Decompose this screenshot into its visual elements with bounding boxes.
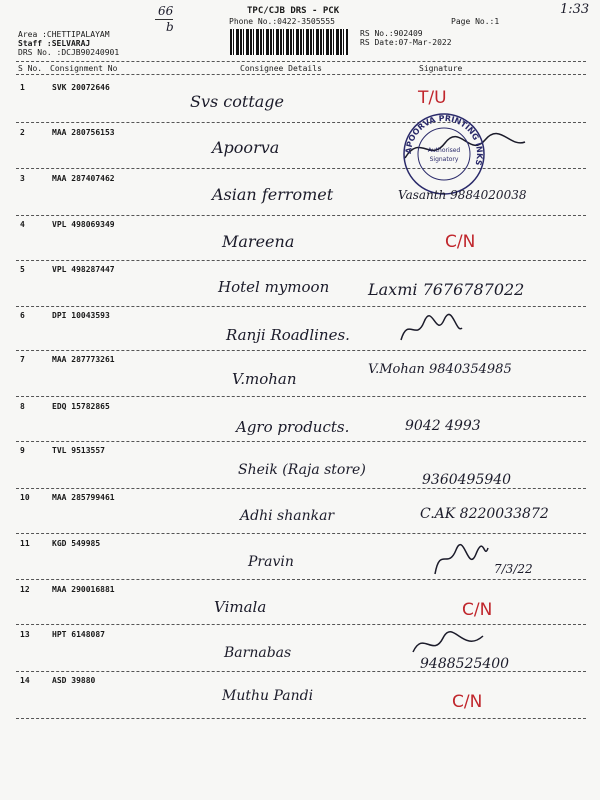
- row-divider: [16, 168, 586, 169]
- row-sno: 3: [20, 174, 25, 183]
- row-consignment-no: EDQ 15782865: [52, 402, 110, 411]
- row-signature: C/N: [452, 692, 483, 712]
- row-consignee: Vimala: [214, 598, 267, 616]
- barcode: [230, 29, 348, 55]
- row-consignee: Asian ferromet: [212, 185, 334, 204]
- row-consignment-no: DPI 10043593: [52, 311, 110, 320]
- drs-number: DRS No. :DCJB90240901: [18, 48, 120, 57]
- row-consignee: V.mohan: [232, 370, 297, 388]
- row-sno: 4: [20, 220, 25, 229]
- row-consignee: Mareena: [222, 232, 295, 251]
- row-consignee: Sheik (Raja store): [238, 462, 366, 478]
- row-signature: Laxmi 7676787022: [368, 280, 525, 299]
- company-stamp: [402, 112, 486, 196]
- row-divider: [16, 718, 586, 719]
- column-sno: S No.: [18, 64, 43, 73]
- row-sno: 8: [20, 402, 25, 411]
- row-sno: 2: [20, 128, 25, 137]
- row-consignee: Ranji Roadlines.: [226, 326, 350, 344]
- row-consignment-no: MAA 285799461: [52, 493, 115, 502]
- row-signature: 9360495940: [422, 472, 512, 488]
- row-signature: V.Mohan 9840354985: [368, 362, 512, 377]
- row-sno: 14: [20, 676, 30, 685]
- stamp-center-bottom: Signatory: [429, 156, 459, 163]
- row-consignment-no: ASD 39880: [52, 676, 96, 685]
- row-consignment-no: MAA 280756153: [52, 128, 115, 137]
- row-signature: C.AK 8220033872: [420, 506, 549, 522]
- header-divider-bottom: [16, 74, 586, 75]
- row-divider: [16, 488, 586, 489]
- row-signature: T/U: [418, 88, 447, 108]
- row-signature: Vasanth 9884020038: [398, 188, 527, 202]
- row-divider: [16, 215, 586, 216]
- row-consignee: Muthu Pandi: [222, 688, 314, 704]
- row-divider: [16, 579, 586, 580]
- row-sno: 5: [20, 265, 25, 274]
- signature-scribble: [430, 540, 490, 580]
- document-title: TPC/CJB DRS - PCK: [247, 6, 340, 16]
- row-consignment-no: VPL 498069349: [52, 220, 115, 229]
- row-sno: 7: [20, 355, 25, 364]
- row-sno: 11: [20, 539, 30, 548]
- row-divider: [16, 122, 586, 123]
- row-divider: [16, 306, 586, 307]
- area-label: Area :CHETTIPALAYAM: [18, 30, 110, 39]
- row-divider: [16, 350, 586, 351]
- row-divider: [16, 671, 586, 672]
- row-consignee: Apoorva: [212, 138, 280, 157]
- row-divider: [16, 533, 586, 534]
- row-signature: C/N: [445, 232, 476, 252]
- row-sno: 1: [20, 83, 25, 92]
- stamp-ring-text: APOORVA PRINTING INKS: [403, 113, 485, 167]
- row-consignee: Pravin: [248, 554, 294, 570]
- page-number: Page No.:1: [451, 17, 500, 26]
- column-consignee-details: Consignee Details: [240, 64, 322, 73]
- column-signature: Signature: [419, 64, 463, 73]
- stamp-center-top: Authorised: [427, 147, 461, 154]
- row-consignment-no: HPT 6148087: [52, 630, 105, 639]
- handwritten-letter: b: [166, 20, 174, 34]
- row-sno: 12: [20, 585, 30, 594]
- row-consignee: Svs cottage: [190, 92, 284, 111]
- row-consignment-no: VPL 498287447: [52, 265, 115, 274]
- row-consignee: Hotel mymoon: [218, 278, 330, 296]
- row-consignment-no: MAA 290016881: [52, 585, 115, 594]
- row-signature: 9042 4993: [405, 418, 481, 434]
- phone-number: Phone No.:0422-3505555: [229, 17, 335, 26]
- page-corner-number: 1:33: [560, 2, 590, 17]
- row-signature: 9488525400: [420, 656, 510, 672]
- row-divider: [16, 396, 586, 397]
- row-consignee: Adhi shankar: [240, 508, 335, 524]
- row-consignment-no: SVK 20072646: [52, 83, 110, 92]
- row-sno: 10: [20, 493, 30, 502]
- handwritten-number: 66: [158, 4, 174, 18]
- signature-scribble: [396, 312, 466, 346]
- row-divider: [16, 624, 586, 625]
- row-consignment-no: MAA 287773261: [52, 355, 115, 364]
- rs-date: RS Date:07-Mar-2022: [360, 38, 452, 47]
- row-signature: C/N: [462, 600, 493, 620]
- header-divider-top: [16, 61, 586, 62]
- row-consignee: Agro products.: [236, 418, 350, 436]
- row-sno: 9: [20, 446, 25, 455]
- row-consignment-no: TVL 9513557: [52, 446, 105, 455]
- row-divider: [16, 260, 586, 261]
- rs-number: RS No.:902409: [360, 29, 423, 38]
- row-divider: [16, 441, 586, 442]
- row-consignee: Barnabas: [224, 645, 292, 661]
- row-signature: 7/3/22: [494, 562, 533, 576]
- row-sno: 6: [20, 311, 25, 320]
- staff-label: Staff :SELVARAJ: [18, 39, 91, 48]
- row-sno: 13: [20, 630, 30, 639]
- row-consignment-no: KGD 549985: [52, 539, 101, 548]
- row-consignment-no: MAA 287407462: [52, 174, 115, 183]
- column-consignment: Consignment No: [50, 64, 118, 73]
